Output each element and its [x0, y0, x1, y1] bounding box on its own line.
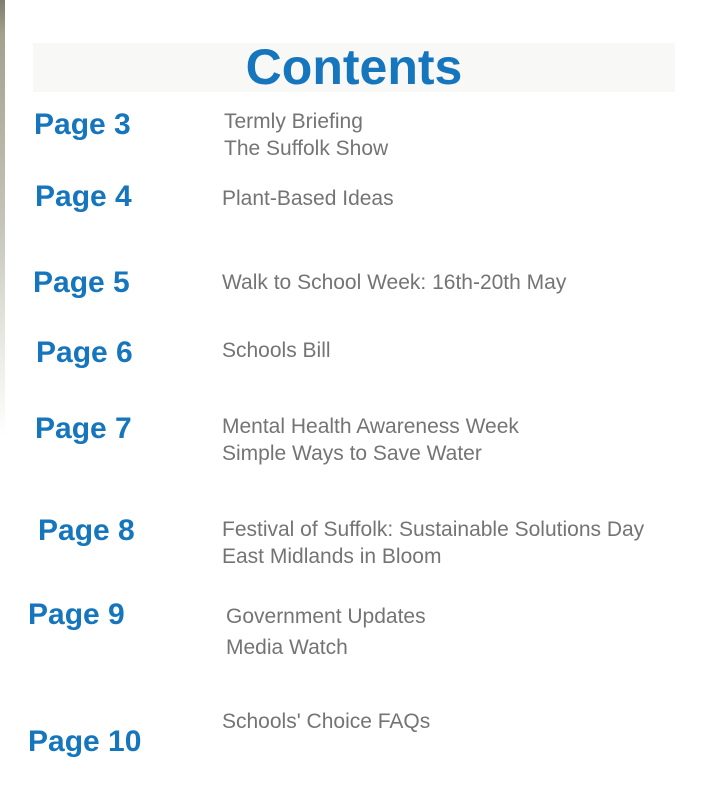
toc-topics-3	[224, 108, 388, 162]
toc-topics-5	[222, 269, 566, 296]
toc-page-label-8: Page 8	[38, 514, 135, 547]
toc-topics-7	[222, 413, 519, 467]
toc-topic: Festival of Suffolk: Sustainable Solutions Day	[222, 518, 645, 541]
toc-page-label-10: Page 10	[28, 725, 142, 758]
toc-page-label-5: Page 5	[33, 266, 130, 299]
toc-page-label-6: Page 6	[36, 336, 133, 369]
toc-topic: Government Updates	[226, 605, 426, 628]
page-title: Contents	[245, 39, 463, 95]
toc-topic: Simple Ways to Save Water	[222, 442, 482, 465]
toc-topic: Media Watch	[226, 636, 348, 659]
toc-topic: Walk to School Week: 16th-20th May	[222, 271, 567, 294]
toc-topics-4	[222, 185, 394, 212]
toc-page-label-4: Page 4	[35, 180, 132, 213]
toc-topic: Plant-Based Ideas	[222, 187, 394, 210]
toc-page-label-7: Page 7	[35, 412, 132, 445]
toc-topic: Mental Health Awareness Week	[222, 415, 519, 438]
toc-page-label-3: Page 3	[34, 108, 131, 141]
toc-topic: Termly Briefing	[224, 110, 363, 133]
toc-topics-8	[222, 516, 644, 570]
toc-topic: Schools Bill	[222, 339, 331, 362]
page-edge-shadow	[0, 0, 5, 560]
toc-topic: Schools' Choice FAQs	[222, 710, 431, 733]
title-band	[33, 39, 675, 95]
toc-topic: East Midlands in Bloom	[222, 545, 442, 568]
toc-topics-9	[226, 601, 426, 663]
toc-topic: The Suffolk Show	[224, 137, 389, 160]
toc-topics-10	[222, 708, 430, 735]
toc-topics-6	[222, 337, 331, 364]
toc-page-label-9: Page 9	[28, 598, 125, 631]
